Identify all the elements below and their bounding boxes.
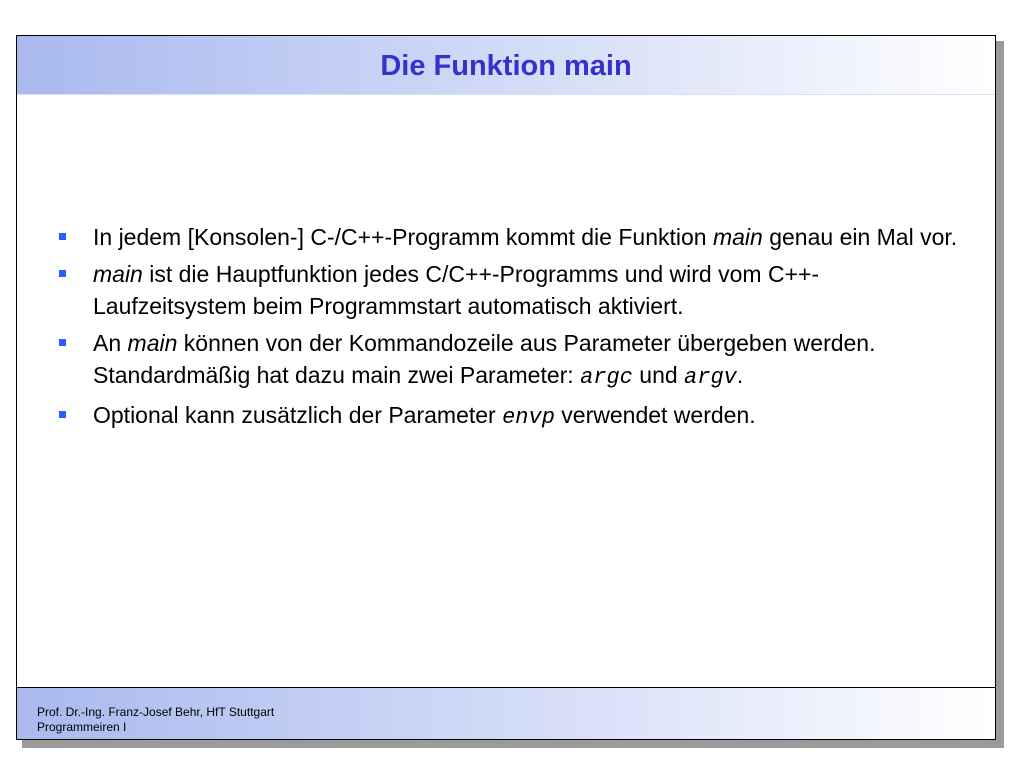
bullet-marker-icon xyxy=(59,411,66,418)
bullet-text: . xyxy=(736,362,744,388)
bullet-list xyxy=(59,221,964,439)
bullet-marker-icon xyxy=(59,339,66,346)
footer-author: Prof. Dr.-Ing. Franz-Josef Behr, HfT Stuttgart xyxy=(37,705,275,719)
bullet-text: verwendet werden. xyxy=(554,402,756,428)
bullet-text: können von der Kommandozeile aus Parameter übergeben werden. Standardmäßig hat dazu main zwei Parameter: xyxy=(93,330,876,388)
bullet-marker-icon xyxy=(59,270,66,277)
bullet-item xyxy=(59,221,964,253)
code-term: envp xyxy=(502,405,555,430)
bullet-marker-icon xyxy=(59,233,66,240)
bullet-text: genau ein Mal vor. xyxy=(762,224,958,250)
footer-text xyxy=(37,705,274,735)
emphasis-term: main xyxy=(93,261,143,287)
bullet-item xyxy=(59,327,964,394)
emphasis-term: main xyxy=(127,330,178,356)
bullet-text: An xyxy=(93,330,128,356)
emphasis-term: main xyxy=(712,224,763,250)
code-term: argc xyxy=(580,365,633,390)
slide-title: Die Funktion main xyxy=(380,50,632,82)
bullet-item xyxy=(59,258,964,322)
footer-course: Programmeiren I xyxy=(37,720,127,734)
footer-band xyxy=(17,687,995,739)
bullet-text: Optional kann zusätzlich der Parameter xyxy=(93,402,503,428)
title-band xyxy=(17,36,995,95)
bullet-text: und xyxy=(632,362,685,388)
code-term: argv xyxy=(684,365,737,390)
bullet-item xyxy=(59,399,964,434)
slide xyxy=(16,35,996,740)
bullet-text: In jedem [Konsolen-] C-/C++-Programm kommt die Funktion xyxy=(93,224,713,250)
bullet-text: ist die Hauptfunktion jedes C/C++-Programms und wird vom C++-Laufzeitsystem beim Programmstart automatisch aktiviert. xyxy=(93,261,820,319)
